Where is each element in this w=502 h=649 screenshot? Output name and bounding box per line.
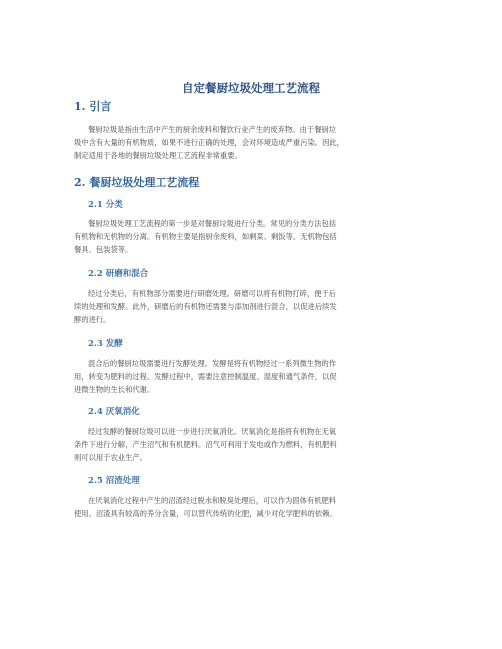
paragraph-line: 条件下进行分解，产生沼气和有机肥料。沼气可利用于发电或作为燃料，有机肥料: [74, 439, 337, 449]
paragraph-line: 续的处理和发酵。此外，研磨后的有机物还需要与添加剂进行混合，以促进后续发: [74, 301, 337, 311]
section-heading-process-flow: 2. 餐厨垃圾处理工艺流程: [74, 176, 200, 189]
paragraph-line: 制定适用于各地的餐厨垃圾处理工艺流程非常重要。: [74, 150, 242, 160]
subsection-heading-digestate-treatment: 2.5 沼渣处理: [88, 476, 140, 486]
subsection-heading-grinding-mixing: 2.2 研磨和混合: [88, 269, 149, 279]
paragraph-line: 经过发酵的餐厨垃圾可以进一步进行厌氧消化。厌氧消化是指将有机物在无氧: [88, 427, 337, 436]
paragraph-line: 圾中含有大量的有机物质，如果不进行正确的处理，会对环境造成严重污染。因此，: [74, 137, 344, 147]
document-title: 自定餐厨垃圾处理工艺流程: [182, 81, 320, 95]
paragraph-line: 餐具、包装袋等。: [74, 244, 133, 254]
introduction-paragraph: [74, 124, 432, 162]
paragraph-line: 用，转变为肥料的过程。发酵过程中，需要注意控制温度、湿度和通气条件，以促: [74, 371, 337, 381]
paragraph-line: 餐厨垃圾处理工艺流程的第一步是对餐厨垃圾进行分类。常见的分类方法包括: [88, 219, 337, 228]
paragraph-line: 使用。沼渣具有较高的养分含量，可以替代传统的化肥，减少对化学肥料的依赖。: [74, 508, 337, 518]
paragraph-line: 酵的进行。: [74, 314, 111, 324]
digestate-treatment-paragraph: [74, 495, 432, 521]
fermentation-paragraph: [74, 358, 432, 396]
subsection-heading-classification: 2.1 分类: [88, 200, 123, 210]
classification-paragraph: [74, 218, 432, 256]
anaerobic-digestion-paragraph: [74, 426, 432, 464]
paragraph-line: 则可以用于农业生产。: [74, 452, 147, 462]
paragraph-line: 经过分类后，有机物部分需要进行研磨处理。研磨可以将有机物打碎，便于后: [88, 289, 337, 298]
subsection-heading-fermentation: 2.3 发酵: [88, 339, 123, 349]
subsection-heading-anaerobic-digestion: 2.4 厌氧消化: [88, 407, 140, 417]
paragraph-line: 在厌氧消化过程中产生的沼渣经过脱水和脱臭处理后，可以作为固体有机肥料: [88, 496, 337, 505]
paragraph-line: 有机物和无机物的分离。有机物主要是指厨余废料，如剩菜、剩饭等。无机物包括: [74, 231, 337, 241]
paragraph-line: 进微生物的生长和代谢。: [74, 384, 155, 394]
paragraph-line: 餐厨垃圾是指由生活中产生的厨余废料和餐饮行业产生的废弃物。由于餐厨垃: [88, 125, 337, 134]
section-heading-introduction: 1. 引言: [74, 100, 112, 113]
grinding-mixing-paragraph: [74, 288, 432, 326]
paragraph-line: 混合后的餐厨垃圾需要进行发酵处理。发酵是将有机物经过一系列微生物的作: [88, 359, 337, 368]
